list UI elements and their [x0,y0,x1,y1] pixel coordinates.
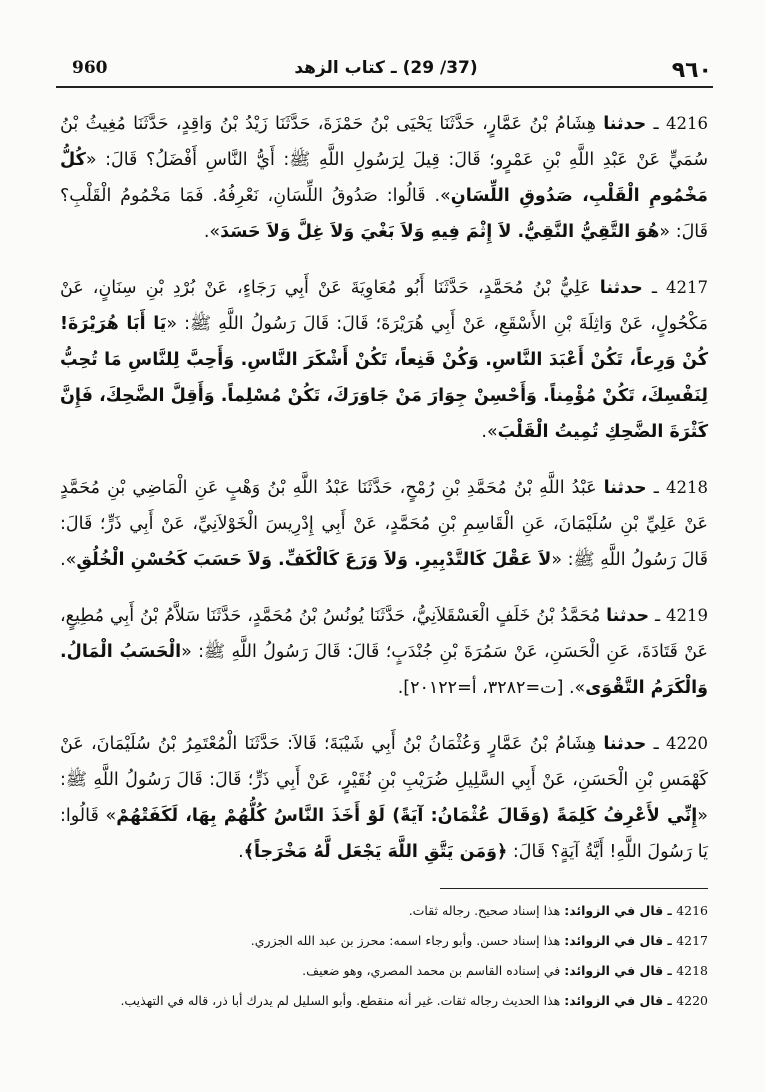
footnote-label: ـ قال في الزوائد: [564,963,677,978]
hadith-keyword: حدثنا [603,478,647,498]
hadith-matn-2: ﴿وَمَن يَتَّقِ اللَّهَ يَجْعَل لَّهُ مَخْرَجاً﴾ [243,842,508,862]
hadith-4217 [60,270,708,450]
footnote-4220 [58,986,708,1016]
footnote-4217 [58,926,708,956]
hadith-isnad: هِشَامُ بْنُ عَمَّارٍ، حَدَّثَنَا يَحْيَى بْنُ حَمْزَةَ، حَدَّثَنَا زَيْدُ بْنُ وَاقِدٍ، حَدَّثَنَا مُغِيثُ بْنُ سُمَيٍّ عَنْ عَبْدِ اللَّهِ بْنِ عَمْرٍو؛ قَالَ: قِيلَ لِرَسُولِ اللَّهِ ﷺ: أَيُّ النَّاسِ أَفْضَلُ؟ قَالَ: « [60,114,708,170]
hadith-matn: الْحَسَبُ الْمَالُ. وَالْكَرَمُ التَّقْوَى [60,642,708,698]
hadith-isnad: مُحَمَّدُ بْنُ خَلَفٍ الْعَسْقَلاَنِيُّ، حَدَّثَنَا يُونُسُ بْنُ مُحَمَّدٍ، حَدَّثَنَا سَلاَّمُ بْنُ أَبِي مُطِيعٍ، عَنْ قَتَادَةَ، عَنِ الْحَسَنِ، عَنْ سَمُرَةَ بْنِ جُنْدَبٍ؛ قَالَ: قَالَ رَسُولُ اللَّهِ ﷺ: « [60,606,709,662]
footnotes [58,896,708,1016]
hadith-number: 4217 [666,278,708,297]
hadith-separator: ـ [642,278,666,298]
hadith-continuation: ». [ت=٣٢٨٢، أ=٢٠١٢٢ [410,678,586,698]
hadith-isnad: عَبْدُ اللَّهِ بْنُ مُحَمَّدِ بْنِ رُمْحٍ، حَدَّثَنَا عَبْدُ اللَّهِ بْنُ وَهْبٍ عَنِ الْمَاضِي بْنِ مُحَمَّدٍ عَنْ عَلِيِّ بْنِ سُلَيْمَانَ، عَنِ الْقَاسِمِ بْنِ مُحَمَّدٍ، عَنْ أَبِي إِدْرِيسَ الْخَوْلاَنِيِّ، عَنْ أَبِي ذَرٍّ؛ قَالَ: قَالَ رَسُولُ اللَّهِ ﷺ: « [60,478,708,570]
hadith-keyword: حدثنا [606,606,650,626]
hadith-matn: لاَ عَقْلَ كَالتَّدْبِيرِ. وَلاَ وَرَعَ كَالْكَفِّ. وَلاَ حَسَبَ كَحُسْنِ الْخُلُقِ [76,550,552,570]
footnote-number: 4217 [676,933,708,948]
hadith-number: 4219 [665,606,708,625]
page-header [60,58,712,88]
footnote-text: هذا الحديث رجاله ثقات. غير أنه منقطع. وأبو السليل لم يدرك أبا ذر، قاله في التهذيب. [120,993,565,1008]
hadith-4218 [60,470,708,578]
footnote-4216 [58,896,708,926]
hadith-separator: ـ [646,114,666,134]
hadith-matn-2: هُوَ التَّقِيُّ النَّقِيُّ. لاَ إِثْمَ فِيهِ وَلاَ بَغْيَ وَلاَ غِلَّ وَلاَ حَسَدَ [220,222,660,242]
hadith-tail: ». [60,550,77,570]
footnote-divider [440,888,708,889]
hadith-tail: ». [203,222,221,242]
hadith-number: 4216 [666,114,708,133]
hadith-number: 4218 [666,478,708,497]
hadith-tail: ». [481,422,498,442]
hadith-number: 4220 [666,734,708,753]
hadith-keyword: حدثنا [599,278,643,298]
footnote-text: في إسناده القاسم بن محمد المصري، وهو ضعيف. [302,963,565,978]
footnote-number: 4216 [676,903,708,918]
footnote-label: ـ قال في الزوائد: [564,993,677,1008]
hadith-matn: إِنِّي لأَعْرِفُ كَلِمَةً (وَقَالَ عُثْمَانُ: آيَةً) لَوْ أَخَذَ النَّاسُ كُلُّهُمْ بِهَا، لَكَفَتْهُمْ [116,806,698,826]
footnote-label: ـ قال في الزوائد: [564,903,677,918]
footnote-label: ـ قال في الزوائد: [564,933,677,948]
hadith-4216 [60,106,708,250]
hadith-matn: يَا أَبَا هُرَيْرَةَ! كُنْ وَرِعاً، تَكُنْ أَعْبَدَ النَّاسِ. وَكُنْ قَنِعاً، تَكُنْ أَشْكَرَ النَّاسِ. وَأَحِبَّ لِلنَّاسِ مَا تُحِبُّ لِنَفْسِكَ، تَكُنْ مُؤْمِناً. وَأَحْسِنْ جِوَارَ مَنْ جَاوَرَكَ، تَكُنْ مُسْلِماً. وَأَقِلَّ الضَّحِكَ، فَإِنَّ كَثْرَةَ الضَّحِكِ تُمِيتُ الْقَلْبَ [60,314,708,442]
hadith-continuation: ». قَالُوا: صَدُوقُ اللِّسَانِ، نَعْرِفُهُ. فَمَا مَخْمُومُ الْقَلْبِ؟ قَالَ: « [60,186,708,242]
hadith-separator: ـ [646,734,666,754]
page-number-latin: 960 [72,58,108,78]
hadith-separator: ـ [646,478,666,498]
hadith-isnad: عَلِيُّ بْنُ مُحَمَّدٍ، حَدَّثَنَا أَبُو مُعَاوِيَةَ عَنْ أَبِي رَجَاءٍ، عَنْ بُرْدِ بْنِ سِنَانٍ، عَنْ مَكْحُولٍ، عَنْ وَاثِلَةَ بْنِ الأَسْقَعِ، عَنْ أَبِي هُرَيْرَةَ؛ قَالَ: قَالَ رَسُولُ اللَّهِ ﷺ: « [60,278,708,334]
hadith-keyword: حدثنا [603,114,647,134]
hadith-continuation: » قَالُوا: يَا رَسُولَ اللَّهِ! أَيَّةُ آيَةٍ؟ قَالَ: [60,806,708,862]
running-title: (37/ 29) ـ كتاب الزهد [294,58,478,78]
page-number-arabic: ٩٦٠ [671,58,712,83]
footnote-text: هذا إسناد صحيح. رجاله ثقات. [408,903,565,918]
hadith-tail: . [238,842,244,862]
hadith-4220 [60,726,708,870]
footnote-4218 [58,956,708,986]
footnote-number: 4218 [676,963,708,978]
hadith-matn: كُلُّ مَخْمُومِ الْقَلْبِ، صَدُوقِ اللِّسَانِ [60,150,708,206]
footnote-number: 4220 [676,993,708,1008]
hadith-4219 [60,598,708,706]
footnote-text: هذا إسناد حسن. وأبو رجاء اسمه: محرز بن عبد الله الجزري. [250,933,565,948]
hadith-tail: ]. [397,678,411,698]
hadith-isnad: هِشَامُ بْنُ عَمَّارٍ وَعُثْمَانُ بْنُ أَبِي شَيْبَةَ؛ قَالاَ: حَدَّثَنَا الْمُعْتَمِرُ بْنُ سُلَيْمَانَ، عَنْ كَهْمَسِ بْنِ الْحَسَنِ، عَنْ أَبِي السَّلِيلِ ضُرَيْبِ بْنِ نُقَيْرٍ، عَنْ أَبِي ذَرٍّ؛ قَالَ: قَالَ رَسُولُ اللَّهِ ﷺ: « [60,734,708,826]
main-text [60,106,708,890]
hadith-separator: ـ [649,606,666,626]
header-divider [56,86,713,88]
hadith-keyword: حدثنا [603,734,647,754]
